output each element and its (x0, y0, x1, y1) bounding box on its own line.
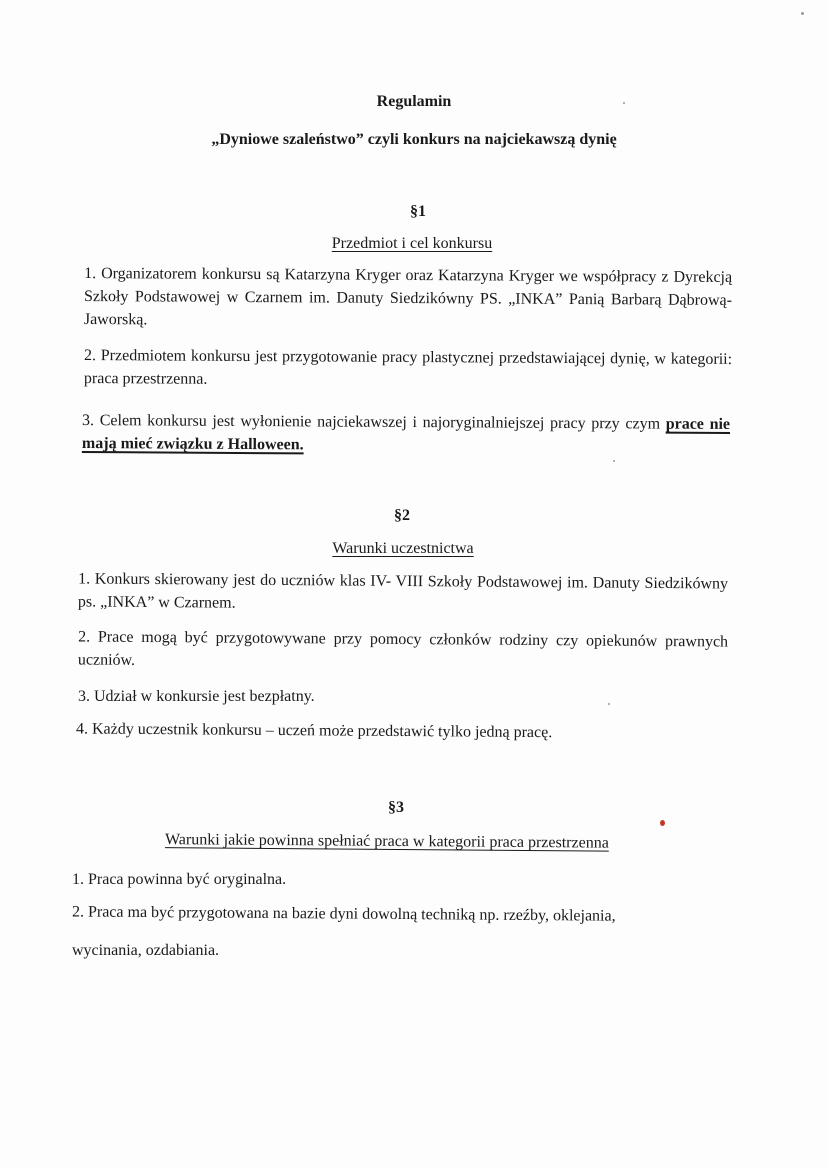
section-1-item-3-emphasis: prace nie mają mieć związku z Halloween. (81, 415, 731, 454)
section-2-item-1: 1. Konkurs skierowany jest do uczniów klas IV- VIII Szkoły Podstawowej im. Danuty Siedzikówny ps. „INKA” w Czarnem. (77, 570, 729, 612)
section-2-number: §2 (394, 507, 410, 524)
section-3-heading: Warunki jakie powinna spełniać praca w kategorii praca przestrzenna (164, 831, 609, 852)
section-3-item-3: wycinania, ozdabiania. (72, 942, 220, 959)
section-2-heading: Warunki uczestnictwa (332, 540, 474, 557)
scan-speck (623, 102, 625, 104)
scan-speck (801, 12, 804, 15)
section-1-heading: Przedmiot i cel konkursu (331, 235, 493, 252)
scan-speck (613, 460, 615, 462)
section-1-item-3 (82, 409, 730, 459)
document-subtitle: „Dyniowe szaleństwo” czyli konkurs na najciekawszą dynię (211, 131, 617, 148)
section-1-item-2: 2. Przedmiotem konkursu jest przygotowanie pracy plastycznej przedstawiającej dynię, w kategorii: praca przestrzenna. (83, 347, 733, 388)
document-title: Regulamin (376, 93, 452, 110)
section-2-item-4: 4. Każdy uczestnik konkursu – uczeń może przedstawić tylko jedną pracę. (75, 720, 553, 742)
scan-speck (608, 703, 610, 705)
section-3-item-1: 1. Praca powinna być oryginalna. (72, 871, 287, 888)
section-1-item-3-text: 3. Celem konkursu jest wyłonienie najciekawszej i najoryginalniejszej pracy przy czym (82, 412, 666, 433)
section-2-item-3: 3. Udział w konkursie jest bezpłatny. (78, 688, 315, 705)
section-1-item-1: 1. Organizatorem konkursu są Katarzyna Kryger oraz Katarzyna Kryger we współpracy z Dyrekcją Szkoły Podstawowej w Czarnem im. Danuty Siedzikówny PS. „INKA” Panią Barbarą Dąbrową- Jaworską. (83, 265, 733, 329)
section-2-item-2: 2. Prace mogą być przygotowywane przy pomocy członków rodziny czy opiekunów prawnych uczniów. (77, 628, 729, 669)
section-1-number: §1 (410, 203, 426, 220)
scan-speck (660, 820, 665, 826)
section-3-number: §3 (388, 799, 404, 816)
section-3-item-2: 2. Praca ma być przygotowana na bazie dyni dowolną techniką np. rzeźby, oklejania, (71, 903, 616, 925)
